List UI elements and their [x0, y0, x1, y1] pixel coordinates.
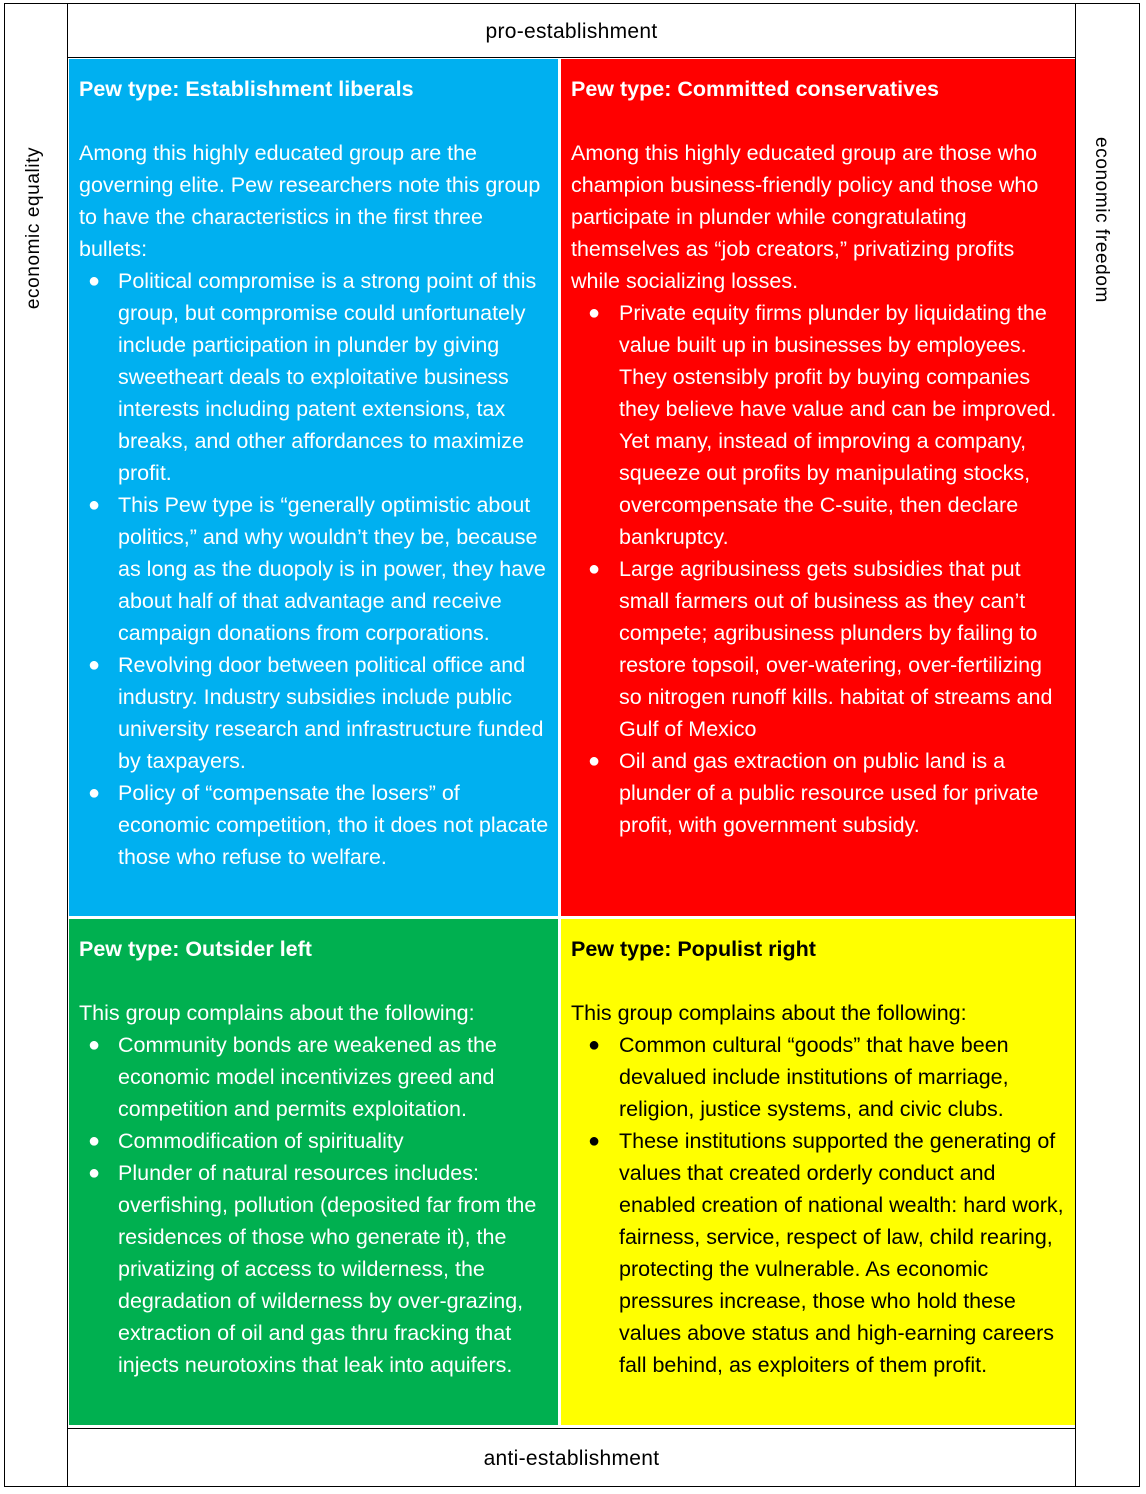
right-axis-label: economic freedom [1091, 137, 1112, 303]
list-item [88, 265, 550, 489]
list-item [88, 489, 550, 649]
list-item [588, 553, 1067, 745]
list-item [88, 1157, 550, 1381]
bullet-icon: ● [88, 270, 101, 292]
bullet-text: Common cultural “goods” that have been devalued include institutions of marriage, religion, justice systems, and civic clubs. [619, 1033, 1009, 1121]
bullet-icon: ● [588, 302, 601, 324]
bullet-text: Policy of “compensate the losers” of economic competition, tho it does not placate those who refuse to welfare. [118, 781, 549, 869]
quadrant-title: Pew type: Committed conservatives [571, 77, 940, 101]
quadrant-intro: Among this highly educated group are those who champion business-friendly policy and those who participate in plunder while congratulating themselves as “job creators,” privatizing profits while socializing losses. [571, 141, 1039, 293]
bullet-icon: ● [88, 782, 101, 804]
bullet-icon: ● [588, 1130, 601, 1152]
bullet-list [79, 1029, 550, 1381]
bullet-list [571, 1029, 1067, 1381]
bullet-text: Private equity firms plunder by liquidating the value built up in businesses by employees. They ostensibly profit by buying companies they believe have value and can be improved. Yet many, instead of improving a company, squeeze out profits by manipulating stocks, overcompensate the C-suite, then declare bankruptcy. [619, 301, 1057, 549]
list-item [588, 1029, 1067, 1125]
quadrant-title: Pew type: Populist right [571, 937, 816, 961]
list-item [88, 649, 550, 777]
bullet-icon: ● [588, 1034, 601, 1056]
quadrant-intro: This group complains about the following: [571, 1001, 967, 1025]
list-item [588, 745, 1067, 841]
left-axis-label: economic equality [23, 146, 44, 310]
bullet-icon: ● [88, 1162, 101, 1184]
bullet-text: Large agribusiness gets subsidies that put small farmers out of business as they can’t compete; agribusiness plunders by failing to restore topsoil, over-watering, over-fertilizing so nitrogen runoff kills. habitat of streams and Gulf of Mexico [619, 557, 1053, 741]
bullet-text: Political compromise is a strong point of this group, but compromise could unfortunately include participation in plunder by giving sweetheart deals to exploitative business interests including patent extensions, tax breaks, and other affordances to maximize profit. [118, 269, 537, 485]
quadrant-divider-vertical [558, 59, 561, 1428]
list-item [588, 1125, 1067, 1381]
quadrant-committed-conservatives [561, 59, 1075, 916]
list-item [88, 777, 550, 873]
bottom-axis-label: anti-establishment [68, 1428, 1075, 1487]
bullet-icon: ● [88, 1034, 101, 1056]
quadrant-title: Pew type: Outsider left [79, 937, 312, 961]
quadrant-establishment-liberals [69, 59, 558, 916]
quadrant-intro: Among this highly educated group are the governing elite. Pew researchers note this group to have the characteristics in the first three bullets: [79, 141, 541, 261]
bullet-icon: ● [88, 494, 101, 516]
bullet-text: Oil and gas extraction on public land is a plunder of a public resource used for private profit, with government subsidy. [619, 749, 1039, 837]
bullet-text: This Pew type is “generally optimistic about politics,” and why wouldn’t they be, because as long as the duopoly is in power, they have about half of that advantage and receive campaign donations from corporations. [118, 493, 546, 645]
quadrant-title: Pew type: Establishment liberals [79, 77, 414, 101]
bullet-text: Commodification of spirituality [118, 1129, 404, 1153]
bullet-list [79, 265, 550, 873]
list-item [588, 297, 1067, 553]
quadrant-divider-horizontal [69, 916, 1075, 919]
bullet-text: Community bonds are weakened as the economic model incentivizes greed and competition and permits exploitation. [118, 1033, 497, 1121]
bullet-text: Revolving door between political office and industry. Industry subsidies include public university research and infrastructure funded by taxpayers. [118, 653, 544, 773]
quadrant-populist-right [561, 919, 1075, 1425]
bullet-icon: ● [88, 1130, 101, 1152]
quadrant-intro: This group complains about the following: [79, 1001, 475, 1025]
bullet-icon: ● [88, 654, 101, 676]
top-axis-label: pro-establishment [68, 3, 1075, 58]
bullet-text: Plunder of natural resources includes: overfishing, pollution (deposited far from the residences of those who generate it), the privatizing of access to wilderness, the degradation of wilderness by over-grazing, extraction of oil and gas thru fracking that injects neurotoxins that leak into aquifers. [118, 1161, 537, 1377]
bullet-icon: ● [588, 558, 601, 580]
quadrant-outsider-left [69, 919, 558, 1425]
bullet-text: These institutions supported the generating of values that created orderly conduct and enabled creation of national wealth: hard work, fairness, service, respect of law, child rearing, protecting the vulnerable. As economic pressures increase, those who hold these values above status and high-earning careers fall behind, as exploiters of them profit. [619, 1129, 1064, 1377]
list-item [88, 1125, 550, 1157]
bullet-list [571, 297, 1067, 841]
list-item [88, 1029, 550, 1125]
bullet-icon: ● [588, 750, 601, 772]
